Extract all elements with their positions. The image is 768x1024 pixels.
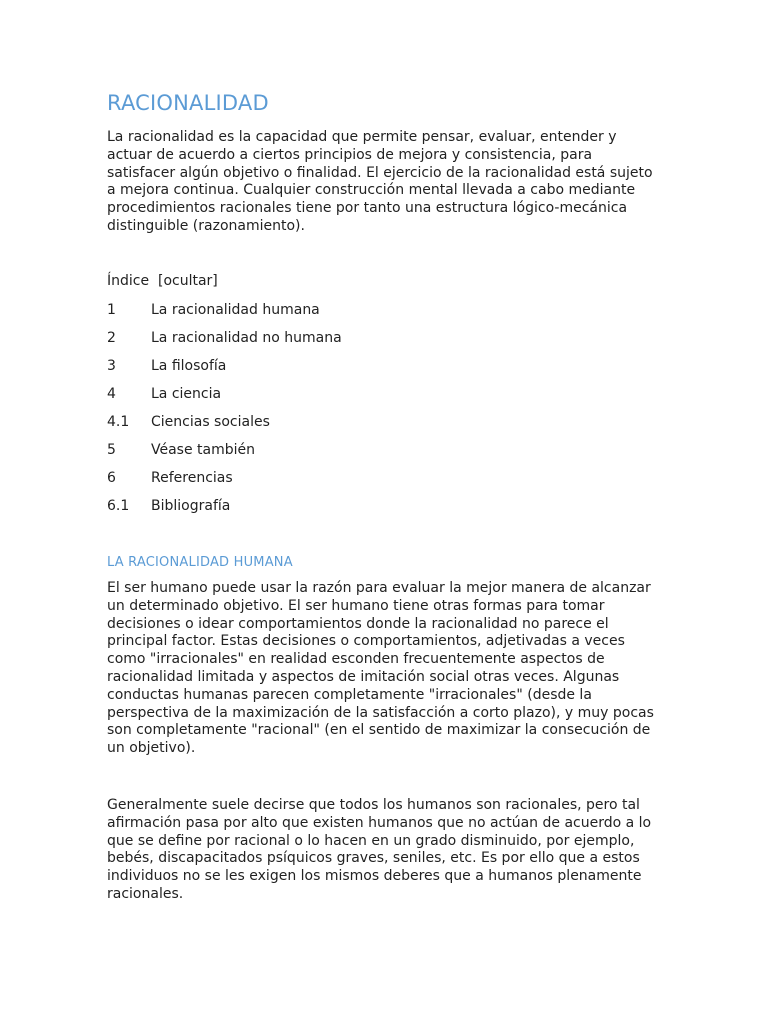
intro-paragraph: La racionalidad es la capacidad que permite pensar, evaluar, entender y actuar de acuerdo a ciertos principios de mejora y consistencia, para satisfacer algún objetivo o finalidad. El ejercicio de la racionalidad está sujeto a mejora continua. Cualquier construcción mental llevada a cabo mediante procedimientos racionales tiene por tanto una estructura lógico-mecánica distinguible (razonamiento). <box>107 129 653 234</box>
toc-item-label: La racionalidad humana <box>151 302 320 318</box>
toc-item-label: Bibliografía <box>151 498 231 514</box>
toc-item[interactable] <box>107 441 342 469</box>
toc-item[interactable] <box>107 329 342 357</box>
toc-item-number: 6.1 <box>107 498 130 514</box>
toc-item-label: La racionalidad no humana <box>151 330 342 346</box>
toc-item[interactable] <box>107 385 342 413</box>
toc-item[interactable] <box>107 357 342 385</box>
toc-item-number: 4 <box>107 386 116 402</box>
toc-toggle-link[interactable]: [ocultar] <box>158 273 218 289</box>
toc-item[interactable] <box>107 413 342 441</box>
toc-item-number: 2 <box>107 330 116 346</box>
toc-item-number: 4.1 <box>107 414 130 430</box>
toc-list <box>107 301 342 525</box>
toc-item-label: Ciencias sociales <box>151 414 270 430</box>
toc-item-number: 3 <box>107 358 116 374</box>
toc-item-label: La ciencia <box>151 386 222 402</box>
section-paragraph: El ser humano puede usar la razón para evaluar la mejor manera de alcanzar un determinado objetivo. El ser humano tiene otras formas para tomar decisiones o idear comportamientos donde la racionalidad no parece el principal factor. Estas decisiones o comportamientos, adjetivadas a veces como "irracionales" en realidad esconden frecuentemente aspectos de racionalidad limitada y aspectos de imitación social otras veces. Algunas conductas humanas parecen completamente "irracionales" (desde la perspectiva de la maximización de la satisfacción a corto plazo), y muy pocas son completamente "racional" (en el sentido de maximizar la consecución de un objetivo). <box>107 580 654 757</box>
toc-item-number: 6 <box>107 470 116 486</box>
toc-item-number: 5 <box>107 442 116 458</box>
toc-header <box>107 273 218 289</box>
toc-item[interactable] <box>107 301 342 329</box>
section-heading: LA RACIONALIDAD HUMANA <box>107 555 293 570</box>
toc-item[interactable] <box>107 469 342 497</box>
toc-label: Índice <box>107 273 150 289</box>
toc-item-label: Referencias <box>151 470 233 486</box>
toc-item-label: La filosofía <box>151 358 227 374</box>
toc-item[interactable] <box>107 497 342 525</box>
toc-item-number: 1 <box>107 302 116 318</box>
toc-item-label: Véase también <box>151 442 256 458</box>
page-title: RACIONALIDAD <box>107 91 269 115</box>
section-paragraph: Generalmente suele decirse que todos los humanos son racionales, pero tal afirmación pasa por alto que existen humanos que no actúan de acuerdo a lo que se define por racional o lo hacen en un grado disminuido, por ejemplo, bebés, discapacitados psíquicos graves, seniles, etc. Es por ello que a estos individuos no se les exigen los mismos deberes que a humanos plenamente racionales. <box>107 797 652 902</box>
